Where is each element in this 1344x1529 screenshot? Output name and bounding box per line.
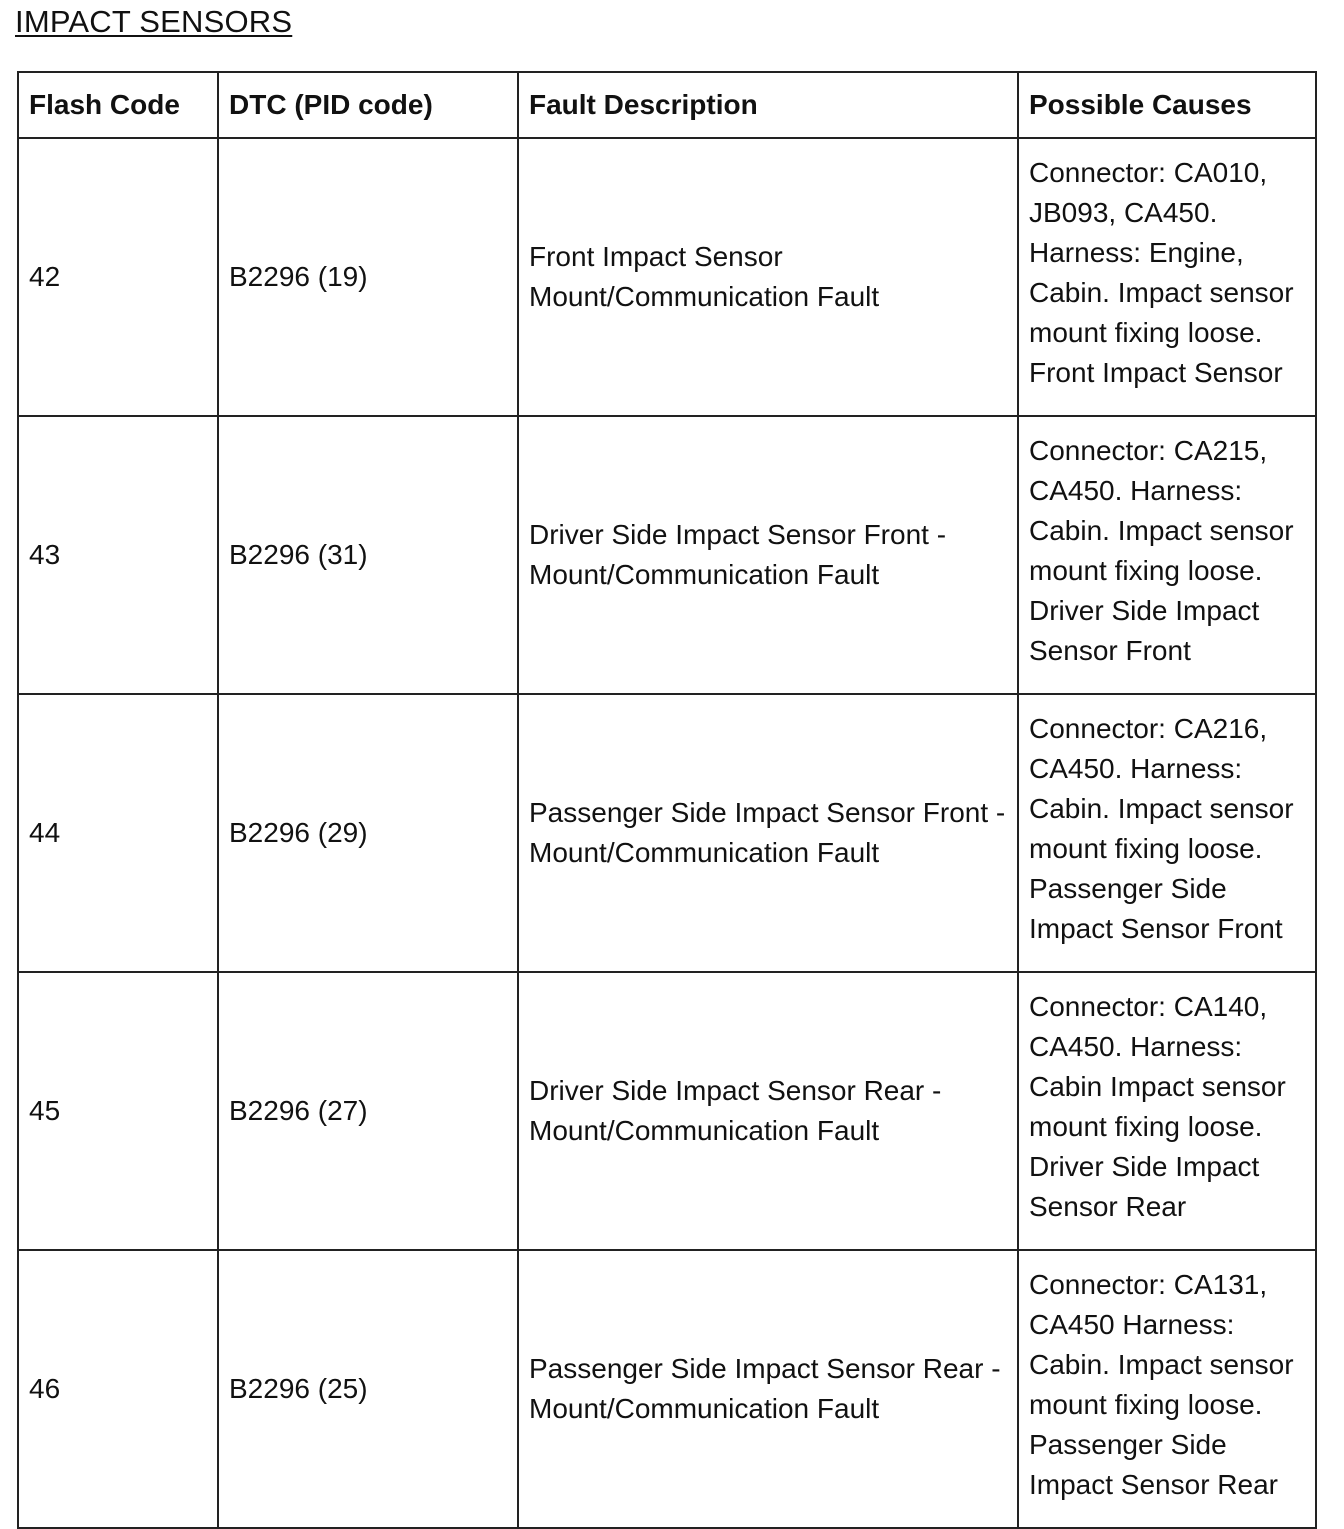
cell-possible-causes: Connector: CA140, CA450. Harness: Cabin Impact sensor mount fixing loose. Driver Side Impact Sensor Rear <box>1018 972 1316 1250</box>
cell-flash-code: 46 <box>18 1250 218 1528</box>
cell-dtc: B2296 (29) <box>218 694 518 972</box>
cell-dtc: B2296 (27) <box>218 972 518 1250</box>
cell-flash-code: 44 <box>18 694 218 972</box>
table-row <box>18 138 1316 416</box>
cell-flash-code: 45 <box>18 972 218 1250</box>
cell-possible-causes: Connector: CA216, CA450. Harness: Cabin. Impact sensor mount fixing loose. Passenger Side Impact Sensor Front <box>1018 694 1316 972</box>
cell-possible-causes: Connector: CA010, JB093, CA450. Harness: Engine, Cabin. Impact sensor mount fixing loose. Front Impact Sensor <box>1018 138 1316 416</box>
table-header-row <box>18 72 1316 138</box>
cell-flash-code: 43 <box>18 416 218 694</box>
cell-dtc: B2296 (25) <box>218 1250 518 1528</box>
cell-possible-causes: Connector: CA215, CA450. Harness: Cabin. Impact sensor mount fixing loose. Driver Side Impact Sensor Front <box>1018 416 1316 694</box>
cell-flash-code: 42 <box>18 138 218 416</box>
table-row <box>18 972 1316 1250</box>
header-fault-description: Fault Description <box>518 72 1018 138</box>
table-row <box>18 1250 1316 1528</box>
table-row <box>18 416 1316 694</box>
cell-dtc: B2296 (19) <box>218 138 518 416</box>
cell-possible-causes: Connector: CA131, CA450 Harness: Cabin. Impact sensor mount fixing loose. Passenger Side Impact Sensor Rear <box>1018 1250 1316 1528</box>
header-dtc: DTC (PID code) <box>218 72 518 138</box>
section-title: IMPACT SENSORS <box>15 4 293 39</box>
cell-fault-description: Passenger Side Impact Sensor Front - Mount/Communication Fault <box>518 694 1018 972</box>
cell-fault-description: Driver Side Impact Sensor Rear - Mount/Communication Fault <box>518 972 1018 1250</box>
cell-fault-description: Driver Side Impact Sensor Front - Mount/Communication Fault <box>518 416 1018 694</box>
cell-dtc: B2296 (31) <box>218 416 518 694</box>
cell-fault-description: Front Impact Sensor Mount/Communication Fault <box>518 138 1018 416</box>
table-row <box>18 694 1316 972</box>
cell-fault-description: Passenger Side Impact Sensor Rear - Mount/Communication Fault <box>518 1250 1018 1528</box>
header-possible-causes: Possible Causes <box>1018 72 1316 138</box>
fault-code-table <box>17 71 1317 1529</box>
header-flash-code: Flash Code <box>18 72 218 138</box>
